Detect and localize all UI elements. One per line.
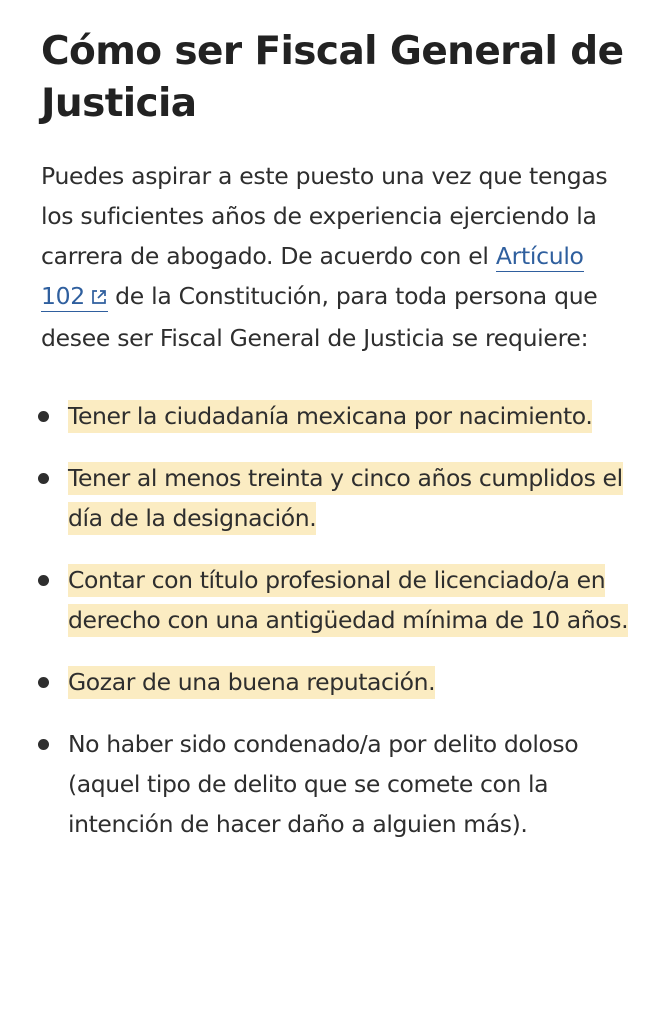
requirement-text: Tener la ciudadanía mexicana por nacimiento. xyxy=(68,400,592,433)
article-link-label: Artículo 102 xyxy=(41,242,584,310)
list-item xyxy=(41,724,631,844)
bullet-icon xyxy=(38,677,49,688)
external-link-icon xyxy=(90,278,108,318)
intro-text-after-link: de la Constitución, para toda persona que desee ser Fiscal General de Justicia se requiere: xyxy=(41,282,598,352)
bullet-icon xyxy=(38,739,49,750)
intro-text-before-link: Puedes aspirar a este puesto una vez que tengas los suficientes años de experiencia ejerciendo la carrera de abogado. De acuerdo con el xyxy=(41,162,608,270)
bullet-icon xyxy=(38,473,49,484)
requirement-text: Contar con título profesional de licenciado/a en derecho con una antigüedad mínima de 10 años. xyxy=(68,564,628,637)
list-item xyxy=(41,396,631,436)
requirement-text: Tener al menos treinta y cinco años cumplidos el día de la designación. xyxy=(68,462,623,535)
requirement-text: Gozar de una buena reputación. xyxy=(68,666,435,699)
page-title: Cómo ser Fiscal General de Justicia xyxy=(41,29,624,126)
article-content xyxy=(41,26,631,866)
requirement-text: No haber sido condenado/a por delito doloso (aquel tipo de delito que se comete con la intención de hacer daño a alguien más). xyxy=(68,730,579,838)
list-item xyxy=(41,662,631,702)
list-item xyxy=(41,458,631,538)
bullet-icon xyxy=(38,575,49,586)
bullet-icon xyxy=(38,411,49,422)
requirements-list xyxy=(41,396,631,844)
list-item xyxy=(41,560,631,640)
intro-paragraph xyxy=(41,156,631,358)
